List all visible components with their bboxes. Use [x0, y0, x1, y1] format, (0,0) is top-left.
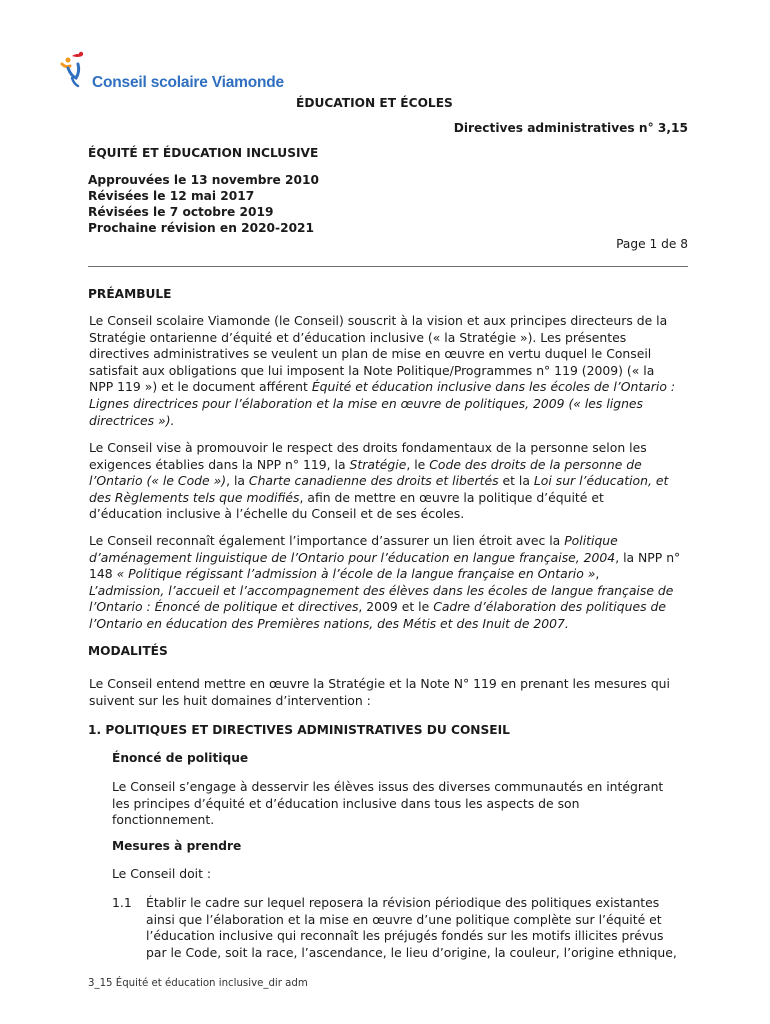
document-footer: 3_15 Équité et éducation inclusive_dir adm [88, 978, 308, 989]
preambule-heading: PRÉAMBULE [88, 287, 172, 301]
preambule-paragraph-2: Le Conseil vise à promouvoir le respect des droits fondamentaux de la personne selon les exigences établies dans la NPP n° 119, la Stratégie, le Code des droits de la personne de l’Ontario (« le Code »), la Charte canadienne des droits et libertés et la Loi sur l’éducation, et des Règlements tels que modifiés, afin de mettre en œuvre la politique d’équité et d’éducation inclusive à l’échelle du Conseil et de ses écoles. [89, 440, 669, 522]
modalites-heading: MODALITÉS [88, 644, 168, 658]
enonce-paragraph: Le Conseil s’engage à desservir les élèves issus des diverses communautés en intégrant les principes d’équité et d’éducation inclusive dans tous les aspects de son fonctionnement. [112, 779, 664, 828]
date-next-revision: Prochaine révision en 2020-2021 [88, 221, 315, 235]
section-1-heading: 1. POLITIQUES ET DIRECTIVES ADMINISTRATIVES DU CONSEIL [88, 723, 510, 737]
enonce-heading: Énoncé de politique [112, 751, 249, 765]
header-divider [88, 266, 688, 267]
modalites-paragraph: Le Conseil entend mettre en œuvre la Stratégie et la Note N° 119 en prenant les mesures qui suivent sur les huit domaines d’intervention : [89, 676, 670, 708]
logo-wordmark: Conseil scolaire Viamonde [92, 74, 284, 91]
conseil-doit-label: Le Conseil doit : [112, 866, 212, 881]
date-revised-1: Révisées le 12 mai 2017 [88, 189, 255, 203]
conseil-viamonde-logo [58, 50, 284, 98]
date-revised-2: Révisées le 7 octobre 2019 [88, 205, 274, 219]
page-number: Page 1 de 8 [616, 237, 688, 251]
item-1-1-text: Établir le cadre sur lequel reposera la révision périodique des politiques existantes ainsi que l’élaboration et la mise en œuvre d’une politique complète sur l’équité et l’éducation inclusive qui reconnaît les préjugés fondés sur les motifs illicites prévus par le Code, soit la race, l’ascendance, le lieu d’origine, la couleur, l’origine ethnique, [146, 895, 677, 960]
directive-number: Directives administratives n° 3,15 [453, 121, 688, 135]
document-section: ÉDUCATION ET ÉCOLES [296, 96, 453, 110]
preambule-paragraph-3: Le Conseil reconnaît également l’importance d’assurer un lien étroit avec la Politique d’aménagement linguistique de l’Ontario pour l’éducation en langue française, 2004, la NPP n° 148 « Politique régissant l’admission à l’école de la langue française en Ontario », L’admission, l’accueil et l’accompagnement des élèves dans les écoles de langue française de l’Ontario : Énoncé de politique et directives, 2009 et le Cadre d’élaboration des politiques de l’Ontario en éducation des Premières nations, des Métis et des Inuit de 2007. [89, 533, 681, 631]
document-title: ÉQUITÉ ET ÉDUCATION INCLUSIVE [88, 146, 319, 160]
date-approved: Approuvées le 13 novembre 2010 [88, 173, 319, 187]
item-number: 1.1 [112, 895, 132, 910]
preambule-paragraph-1: Le Conseil scolaire Viamonde (le Conseil) souscrit à la vision et aux principes directeurs de la Stratégie ontarienne d’équité et d’éducation inclusive (« la Stratégie »). Les présentes directives administratives se veulent un plan de mise en œuvre en vertu duquel le Conseil satisfait aux obligations que lui imposent la Note Politique/Programmes n° 119 (2009) (« la NPP 119 ») et le document afférent Équité et éducation inclusive dans les écoles de l’Ontario : Lignes directrices pour l’élaboration et la mise en œuvre de politiques, 2009 (« les lignes directrices »). [89, 313, 676, 428]
mesures-heading: Mesures à prendre [112, 839, 242, 853]
